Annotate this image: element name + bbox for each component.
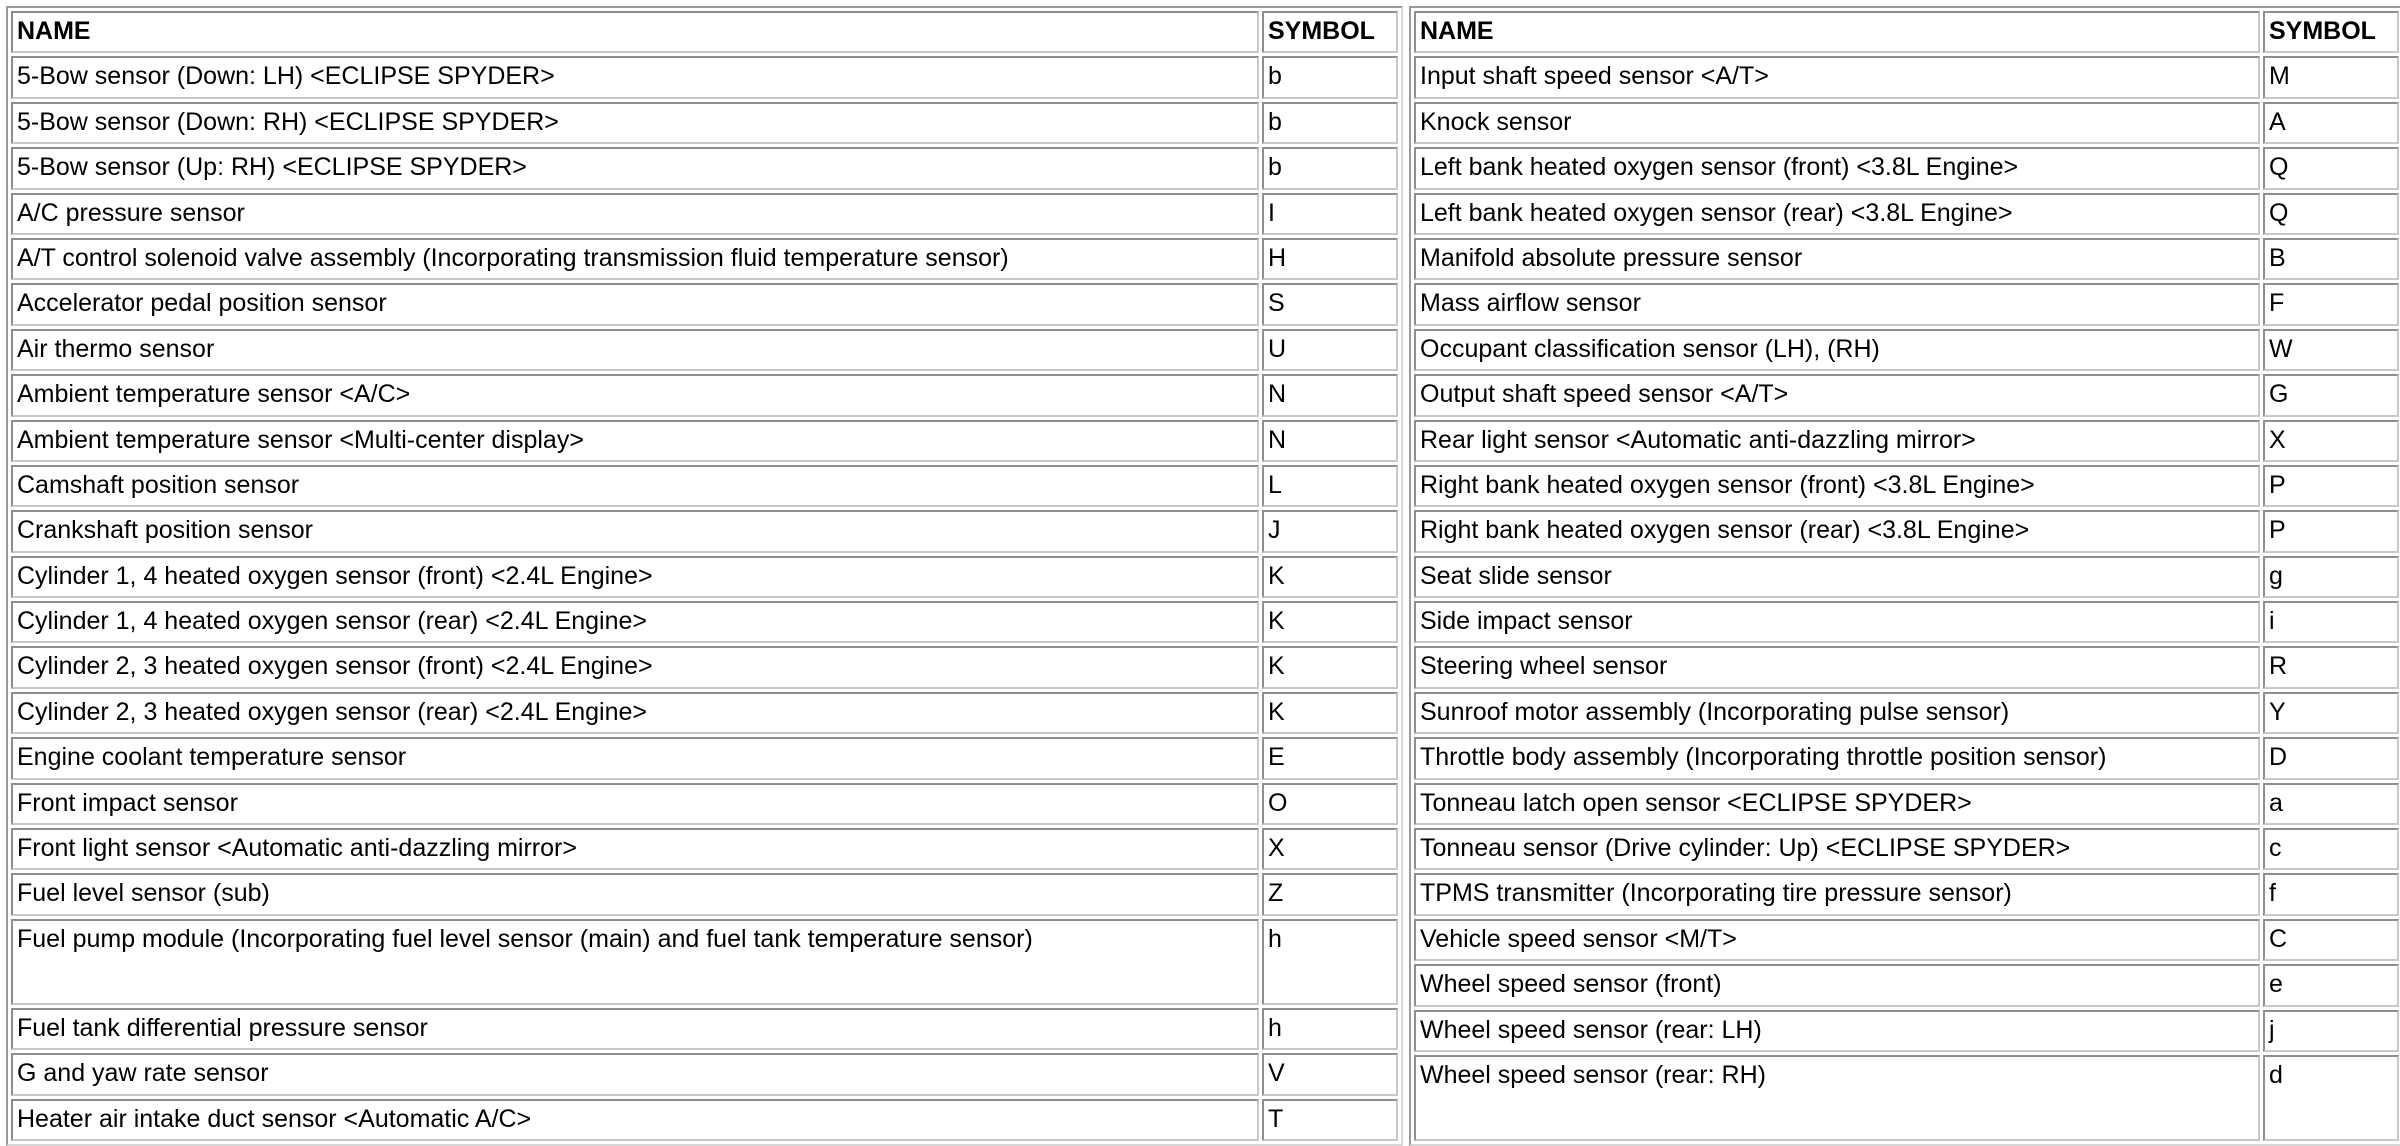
name-column-header: NAME xyxy=(1414,11,2260,53)
sensor-symbol-cell: Q xyxy=(2263,147,2399,189)
sensor-name-cell: Fuel tank differential pressure sensor xyxy=(11,1008,1259,1050)
sensor-name-cell: Ambient temperature sensor <A/C> xyxy=(11,374,1259,416)
sensor-name-cell: Engine coolant temperature sensor xyxy=(11,737,1259,779)
sensor-name-cell: Cylinder 1, 4 heated oxygen sensor (rear) <2.4L Engine> xyxy=(11,601,1259,643)
sensor-name-cell: Left bank heated oxygen sensor (rear) <3.8L Engine> xyxy=(1414,193,2260,235)
sensor-name-cell: Occupant classification sensor (LH), (RH) xyxy=(1414,329,2260,371)
sensor-symbol-cell: Q xyxy=(2263,193,2399,235)
sensor-symbol-cell: R xyxy=(2263,646,2399,688)
table-row xyxy=(11,873,1398,915)
sensor-name-cell: Sunroof motor assembly (Incorporating pulse sensor) xyxy=(1414,692,2260,734)
table-row xyxy=(1414,964,2399,1006)
sensor-name-cell: Steering wheel sensor xyxy=(1414,646,2260,688)
sensor-symbol-cell: S xyxy=(1262,283,1398,325)
sensor-symbol-cell: T xyxy=(1262,1099,1398,1141)
sensor-name-cell: Front light sensor <Automatic anti-dazzling mirror> xyxy=(11,828,1259,870)
sensor-table-right xyxy=(1409,6,2400,1146)
sensor-name-cell: Tonneau sensor (Drive cylinder: Up) <ECLIPSE SPYDER> xyxy=(1414,828,2260,870)
table-row xyxy=(11,329,1398,371)
sensor-symbol-cell: K xyxy=(1262,601,1398,643)
sensor-symbol-cell: B xyxy=(2263,238,2399,280)
table-row xyxy=(1414,510,2399,552)
sensor-symbol-cell: I xyxy=(1262,193,1398,235)
sensor-name-cell: Fuel pump module (Incorporating fuel level sensor (main) and fuel tank temperature sensor) xyxy=(11,919,1259,1005)
sensor-name-cell: Throttle body assembly (Incorporating throttle position sensor) xyxy=(1414,737,2260,779)
table-row xyxy=(11,646,1398,688)
table-row xyxy=(11,147,1398,189)
table-row xyxy=(11,828,1398,870)
table-row xyxy=(1414,420,2399,462)
sensor-symbol-cell: X xyxy=(1262,828,1398,870)
sensor-symbol-cell: N xyxy=(1262,374,1398,416)
sensor-symbol-cell: D xyxy=(2263,737,2399,779)
sensor-symbol-cell: F xyxy=(2263,283,2399,325)
sensor-symbol-cell: Y xyxy=(2263,692,2399,734)
sensor-symbol-cell: W xyxy=(2263,329,2399,371)
sensor-symbol-cell: Z xyxy=(1262,873,1398,915)
table-row xyxy=(1414,56,2399,98)
table-row xyxy=(1414,465,2399,507)
sensor-name-cell: Knock sensor xyxy=(1414,102,2260,144)
sensor-symbol-cell: d xyxy=(2263,1055,2399,1141)
table-row xyxy=(11,374,1398,416)
table-row xyxy=(11,238,1398,280)
table-row xyxy=(1414,102,2399,144)
sensor-symbol-cell: P xyxy=(2263,465,2399,507)
sensor-symbol-cell: j xyxy=(2263,1010,2399,1052)
sensor-name-cell: G and yaw rate sensor xyxy=(11,1053,1259,1095)
sensor-symbol-cell: A xyxy=(2263,102,2399,144)
table-row xyxy=(1414,238,2399,280)
sensor-name-cell: Heater air intake duct sensor <Automatic A/C> xyxy=(11,1099,1259,1141)
symbol-column-header: SYMBOL xyxy=(2263,11,2399,53)
sensor-name-cell: Manifold absolute pressure sensor xyxy=(1414,238,2260,280)
table-row xyxy=(11,465,1398,507)
sensor-symbol-cell: K xyxy=(1262,692,1398,734)
sensor-symbol-cell: c xyxy=(2263,828,2399,870)
header-row xyxy=(1414,11,2399,53)
sensor-symbol-cell: U xyxy=(1262,329,1398,371)
table-row xyxy=(11,1008,1398,1050)
sensor-name-cell: Crankshaft position sensor xyxy=(11,510,1259,552)
table-row xyxy=(1414,193,2399,235)
table-row xyxy=(11,601,1398,643)
sensor-name-cell: Input shaft speed sensor <A/T> xyxy=(1414,56,2260,98)
table-row xyxy=(1414,374,2399,416)
table-row xyxy=(11,193,1398,235)
table-row xyxy=(11,1099,1398,1141)
table-row xyxy=(1414,283,2399,325)
sensor-symbol-cell: e xyxy=(2263,964,2399,1006)
sensor-name-cell: Rear light sensor <Automatic anti-dazzling mirror> xyxy=(1414,420,2260,462)
sensor-symbol-cell: V xyxy=(1262,1053,1398,1095)
table-row xyxy=(1414,329,2399,371)
table-row xyxy=(1414,783,2399,825)
sensor-name-cell: Cylinder 2, 3 heated oxygen sensor (rear) <2.4L Engine> xyxy=(11,692,1259,734)
right-table-body xyxy=(1414,56,2399,1141)
table-row xyxy=(1414,737,2399,779)
table-row xyxy=(11,692,1398,734)
sensor-symbol-cell: K xyxy=(1262,556,1398,598)
sensor-name-cell: A/C pressure sensor xyxy=(11,193,1259,235)
sensor-symbol-cell: N xyxy=(1262,420,1398,462)
table-row xyxy=(1414,828,2399,870)
sensor-name-cell: Tonneau latch open sensor <ECLIPSE SPYDER> xyxy=(1414,783,2260,825)
sensor-symbol-cell: G xyxy=(2263,374,2399,416)
sensor-symbol-cell: f xyxy=(2263,873,2399,915)
sensor-table-left xyxy=(6,6,1403,1146)
sensor-symbol-cell: X xyxy=(2263,420,2399,462)
sensor-name-cell: Air thermo sensor xyxy=(11,329,1259,371)
symbol-column-header: SYMBOL xyxy=(1262,11,1398,53)
sensor-symbol-cell: b xyxy=(1262,147,1398,189)
sensor-symbol-cell: b xyxy=(1262,102,1398,144)
sensor-name-cell: Right bank heated oxygen sensor (front) <3.8L Engine> xyxy=(1414,465,2260,507)
sensor-name-cell: Output shaft speed sensor <A/T> xyxy=(1414,374,2260,416)
sensor-name-cell: Ambient temperature sensor <Multi-center display> xyxy=(11,420,1259,462)
sensor-name-cell: Accelerator pedal position sensor xyxy=(11,283,1259,325)
sensor-symbol-cell: a xyxy=(2263,783,2399,825)
table-row xyxy=(1414,147,2399,189)
sensor-name-cell: 5-Bow sensor (Down: RH) <ECLIPSE SPYDER> xyxy=(11,102,1259,144)
table-row xyxy=(1414,601,2399,643)
sensor-symbol-cell: E xyxy=(1262,737,1398,779)
table-row xyxy=(1414,556,2399,598)
sensor-name-cell: Vehicle speed sensor <M/T> xyxy=(1414,919,2260,961)
table-row xyxy=(11,510,1398,552)
table-row xyxy=(1414,1010,2399,1052)
sensor-name-cell: Camshaft position sensor xyxy=(11,465,1259,507)
table-row xyxy=(1414,873,2399,915)
sensor-name-cell: Wheel speed sensor (rear: LH) xyxy=(1414,1010,2260,1052)
name-column-header: NAME xyxy=(11,11,1259,53)
sensor-name-cell: Fuel level sensor (sub) xyxy=(11,873,1259,915)
table-row xyxy=(11,102,1398,144)
sensor-name-cell: TPMS transmitter (Incorporating tire pressure sensor) xyxy=(1414,873,2260,915)
sensor-symbol-cell: M xyxy=(2263,56,2399,98)
sensor-name-cell: Left bank heated oxygen sensor (front) <3.8L Engine> xyxy=(1414,147,2260,189)
sensor-name-cell: Front impact sensor xyxy=(11,783,1259,825)
sensor-symbol-cell: h xyxy=(1262,1008,1398,1050)
table-row xyxy=(11,1053,1398,1095)
table-row xyxy=(11,283,1398,325)
table-row xyxy=(11,737,1398,779)
sensor-name-cell: Side impact sensor xyxy=(1414,601,2260,643)
sensor-symbol-cell: C xyxy=(2263,919,2399,961)
table-row xyxy=(1414,692,2399,734)
sensor-name-cell: Wheel speed sensor (front) xyxy=(1414,964,2260,1006)
sensor-symbol-cell: J xyxy=(1262,510,1398,552)
sensor-symbol-cell: b xyxy=(1262,56,1398,98)
sensor-symbol-cell: g xyxy=(2263,556,2399,598)
tables-container xyxy=(6,6,2394,1133)
sensor-symbol-cell: O xyxy=(1262,783,1398,825)
sensor-name-cell: Right bank heated oxygen sensor (rear) <3.8L Engine> xyxy=(1414,510,2260,552)
sensor-symbol-cell: H xyxy=(1262,238,1398,280)
table-row xyxy=(1414,1055,2399,1141)
table-row xyxy=(11,420,1398,462)
table-row xyxy=(1414,919,2399,961)
left-table-body xyxy=(11,56,1398,1141)
sensor-name-cell: 5-Bow sensor (Down: LH) <ECLIPSE SPYDER> xyxy=(11,56,1259,98)
sensor-name-cell: Wheel speed sensor (rear: RH) xyxy=(1414,1055,2260,1141)
table-row xyxy=(11,783,1398,825)
header-row xyxy=(11,11,1398,53)
sensor-symbol-cell: P xyxy=(2263,510,2399,552)
table-row xyxy=(11,919,1398,1005)
sensor-symbol-cell: K xyxy=(1262,646,1398,688)
sensor-symbol-cell: h xyxy=(1262,919,1398,1005)
sensor-name-cell: Mass airflow sensor xyxy=(1414,283,2260,325)
sensor-name-cell: Cylinder 2, 3 heated oxygen sensor (front) <2.4L Engine> xyxy=(11,646,1259,688)
sensor-symbol-cell: L xyxy=(1262,465,1398,507)
table-row xyxy=(11,56,1398,98)
table-row xyxy=(11,556,1398,598)
sensor-symbol-cell: i xyxy=(2263,601,2399,643)
sensor-name-cell: A/T control solenoid valve assembly (Incorporating transmission fluid temperature sensor) xyxy=(11,238,1259,280)
sensor-name-cell: 5-Bow sensor (Up: RH) <ECLIPSE SPYDER> xyxy=(11,147,1259,189)
sensor-name-cell: Cylinder 1, 4 heated oxygen sensor (front) <2.4L Engine> xyxy=(11,556,1259,598)
sensor-name-cell: Seat slide sensor xyxy=(1414,556,2260,598)
table-row xyxy=(1414,646,2399,688)
